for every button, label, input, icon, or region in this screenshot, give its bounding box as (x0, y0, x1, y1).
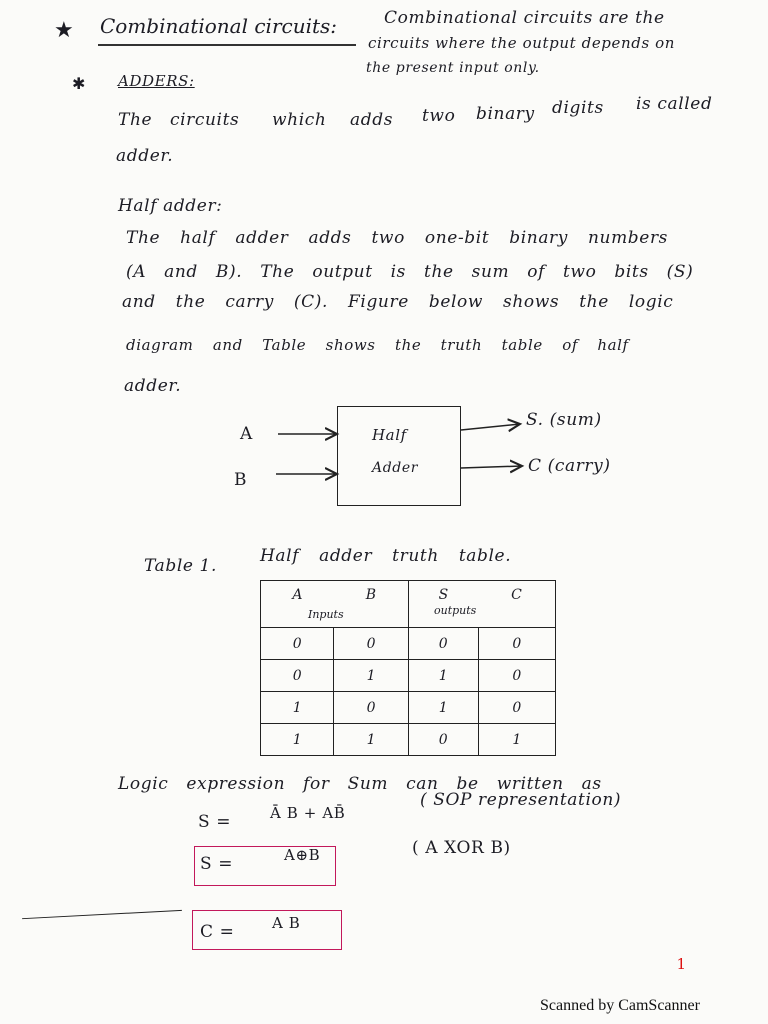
column-c-header: C (478, 581, 555, 628)
adders-line-2: adder. (116, 146, 174, 166)
logic-expression-intro: Logic expression for Sum can be written as (118, 774, 602, 794)
truth-table (260, 580, 556, 756)
block-label-adder: Adder (372, 460, 419, 476)
table-caption-label: Table 1. (144, 556, 217, 576)
carry-lhs: C = (200, 922, 235, 942)
column-b-header: B (334, 581, 409, 628)
output-c-label: C (carry) (528, 456, 611, 476)
output-s-label: S. (sum) (526, 410, 602, 430)
star-bullet-icon: ★ (54, 18, 74, 43)
definition-line-1: Combinational circuits are the (384, 8, 665, 28)
half-adder-block (337, 406, 461, 506)
pen-stroke-mark (22, 910, 182, 920)
adders-heading: ADDERS: (118, 72, 195, 90)
column-s-header: S (408, 581, 478, 628)
half-adder-para-line-4: diagram and Table shows the truth table of half (126, 336, 629, 354)
xor-lhs: S = (200, 854, 234, 874)
sop-note: ( SOP representation) (420, 790, 622, 810)
xor-note: ( A XOR B) (412, 838, 511, 858)
definition-line-3: the present input only. (366, 60, 540, 76)
page-number: 1 (676, 955, 686, 973)
xor-rhs: A⊕B (284, 846, 321, 864)
sop-rhs: Ā B + AB̄ (270, 804, 346, 822)
input-b-label: B (234, 470, 248, 490)
title-underline (98, 44, 356, 46)
inputs-group-label: Inputs (308, 608, 344, 621)
scanner-stamp: Scanned by CamScanner (540, 997, 700, 1014)
sop-lhs: S = (198, 812, 232, 832)
input-a-label: A (240, 424, 253, 444)
output-c-arrow (461, 466, 522, 468)
half-adder-para-line-3: and the carry (C). Figure below shows the logic (122, 292, 674, 312)
table-row: 1 1 0 1 (261, 724, 556, 756)
table-caption-text: Half adder truth table. (260, 546, 512, 566)
table-header-row (261, 581, 556, 628)
table-row: 1 0 1 0 (261, 692, 556, 724)
table-row: 0 0 0 0 (261, 628, 556, 660)
half-adder-para-line-5: adder. (124, 376, 182, 396)
table-row: 0 1 1 0 (261, 660, 556, 692)
half-adder-para-line-1: The half adder adds two one-bit binary numbers (126, 228, 668, 248)
output-s-arrow (461, 424, 520, 430)
half-adder-para-line-2: (A and B). The output is the sum of two bits (S) (126, 262, 694, 282)
outputs-group-label: outputs (434, 604, 477, 617)
page-title: Combinational circuits: (100, 14, 338, 38)
carry-rhs: A B (272, 914, 301, 932)
definition-line-2: circuits where the output depends on (368, 34, 676, 52)
column-a-header: A (261, 581, 334, 628)
asterisk-bullet-icon: ✱ (72, 74, 86, 93)
block-label-half: Half (372, 426, 407, 444)
half-adder-heading: Half adder: (118, 196, 223, 216)
